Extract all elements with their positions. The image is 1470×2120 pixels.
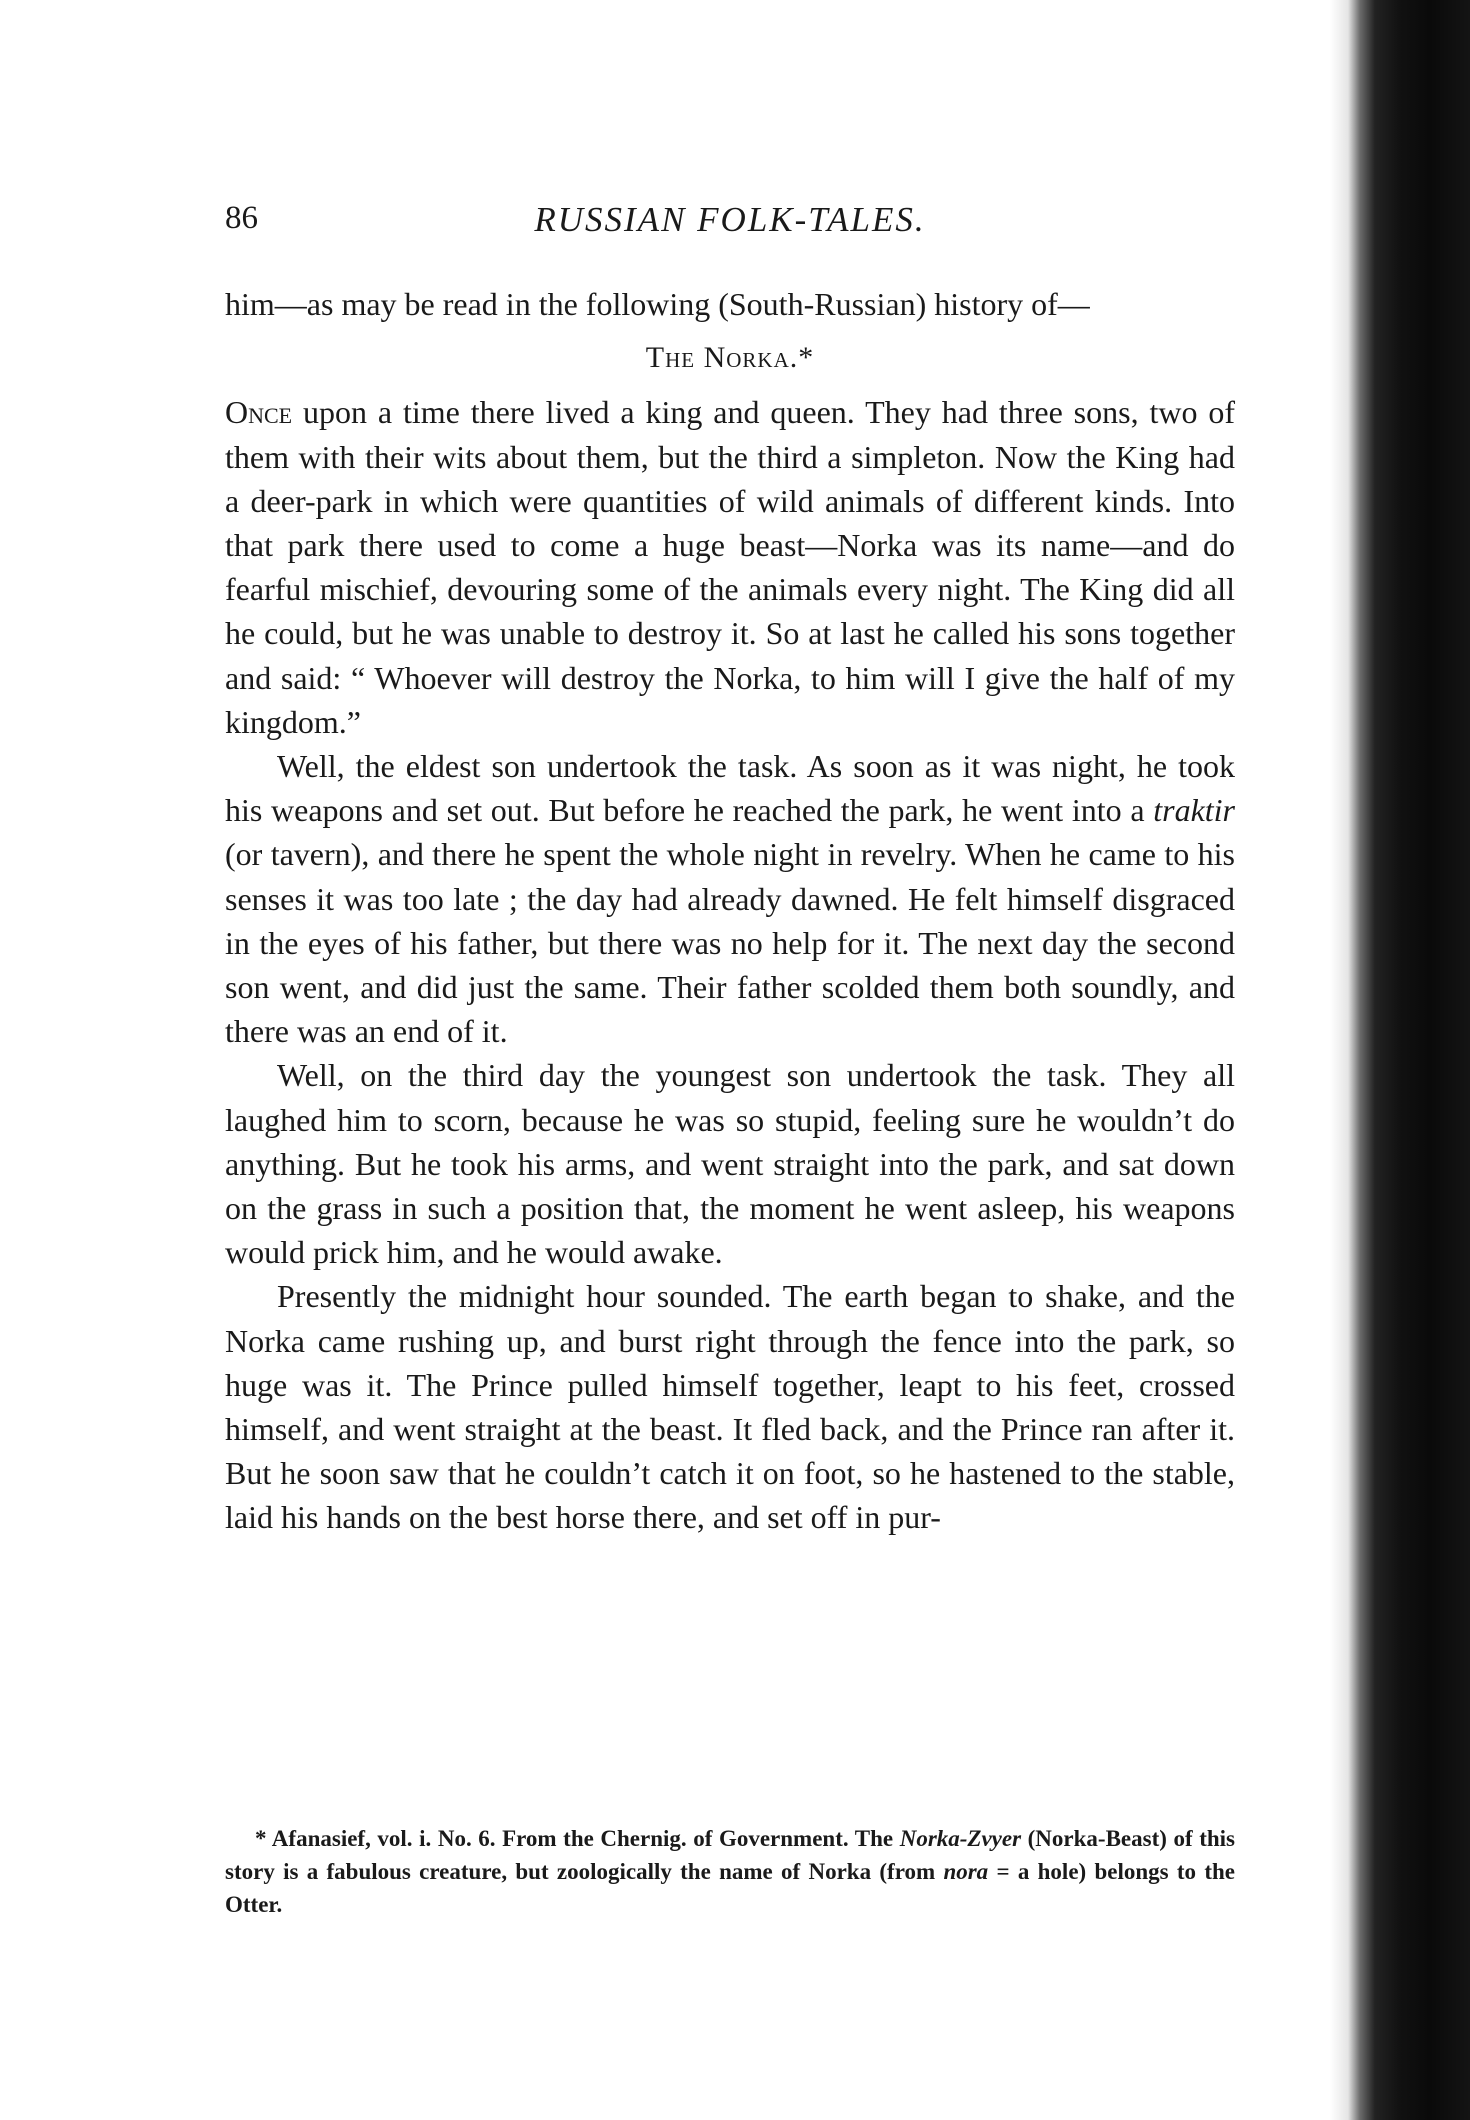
footnote-italic-2: nora bbox=[943, 1859, 989, 1884]
paragraph-2 bbox=[225, 744, 1235, 1053]
footnote bbox=[225, 1822, 1235, 1921]
body-text bbox=[225, 282, 1235, 1540]
story-title: The Norka.* bbox=[645, 341, 815, 375]
drop-word: Once bbox=[225, 394, 293, 431]
footnote-italic-1: Norka-Zvyer bbox=[899, 1826, 1022, 1851]
page-binding-edge bbox=[1330, 0, 1470, 2120]
paragraph-4: Presently the midnight hour sounded. The earth began to shake, and the Norka came rushing up, and burst right through the fence into the park, so huge was it. The Prince pulled himself together, leapt to his feet, crossed himself, and went straight at the beast. It fled back, and the Prince ran after it. But he soon saw that he couldn’t catch it on foot, so he hastened to the stable, laid his hands on the best horse there, and set off in pur- bbox=[225, 1278, 1235, 1536]
footnote-text-2: (Norka-Beast) of this story is a fabulous creature, but zoologically the name of Norka (from bbox=[225, 1826, 1235, 1884]
paragraph-2-text-b: (or tavern), and there he spent the whole night in revelry. When he came to his senses it was too late ; the day had already dawned. He felt himself disgraced in the eyes of his father, but there was no help for it. The next day the second son went, and did just the same. Their father scolded them both soundly, and there was an end of it. bbox=[225, 836, 1235, 1050]
intro-paragraph: him—as may be read in the following (South-Russian) history of— bbox=[225, 286, 1090, 322]
paragraph-2-text-a: Well, the eldest son undertook the task. As soon as it was night, he took his weapons and set out. But before he reached the park, he went into a bbox=[225, 748, 1235, 829]
paragraph-3: Well, on the third day the youngest son undertook the task. They all laughed him to scorn, because he was so stupid, feeling sure he wouldn’t do anything. But he took his arms, and went straight into the park, and sat down on the grass in such a position that, the moment he went asleep, his weapons would prick him, and he would awake. bbox=[225, 1057, 1235, 1271]
running-title: RUSSIAN FOLK-TALES. bbox=[534, 200, 926, 239]
running-head bbox=[225, 200, 1235, 248]
footnote-text-3: = a hole) belongs to the Otter. bbox=[225, 1859, 1235, 1917]
page-number: 86 bbox=[225, 200, 258, 236]
paragraph-2-italic: traktir bbox=[1153, 792, 1235, 829]
paragraph-1-text: upon a time there lived a king and queen. They had three sons, two of them with their wits about them, but the third a simpleton. Now the King had a deer-park in which were quantities of wild animals of different kinds. Into that park there used to come a huge beast—Norka was its name—and do fearful mischief, devouring some of the animals every night. The King did all he could, but he was unable to destroy it. So at last he called his sons together and said: “ Whoever will destroy the Norka, to him will I give the half of my kingdom.” bbox=[225, 394, 1235, 740]
paragraph-1 bbox=[225, 390, 1235, 744]
footnote-text-1: * Afanasief, vol. i. No. 6. From the Chernig. of Government. The bbox=[255, 1826, 900, 1851]
